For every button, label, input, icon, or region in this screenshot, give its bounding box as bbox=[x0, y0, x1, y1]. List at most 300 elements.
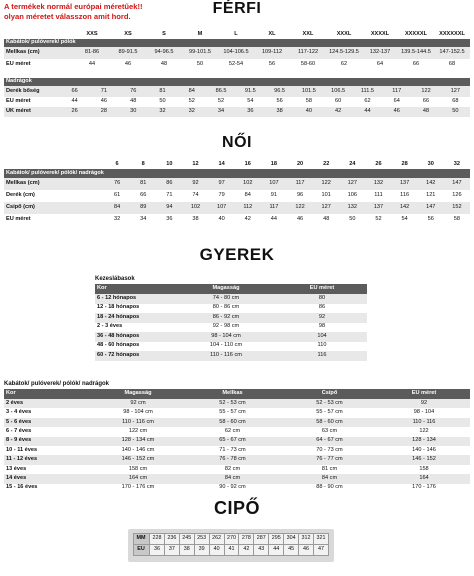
shoe-eu-cell: 46 bbox=[299, 545, 314, 556]
table-cell: 52 bbox=[365, 214, 391, 226]
noi-size-label: 8 bbox=[130, 160, 156, 169]
table-cell: 52 - 53 cm bbox=[184, 399, 281, 408]
row-label: Mellkas (cm) bbox=[4, 178, 104, 190]
table-cell: 58 - 60 cm bbox=[281, 418, 378, 427]
table-cell: 48 bbox=[119, 97, 148, 107]
table-cell: 158 bbox=[378, 465, 470, 474]
table-cell: 44 bbox=[74, 59, 110, 71]
table-cell: 128 - 134 cm bbox=[92, 437, 184, 446]
table-cell: 62 cm bbox=[184, 427, 281, 436]
table-cell: 66 bbox=[130, 190, 156, 202]
table-cell: 84 cm bbox=[184, 474, 281, 483]
row-label: EU méret bbox=[4, 214, 104, 226]
table-cell: 76 bbox=[104, 178, 130, 190]
table-cell: 56 bbox=[418, 214, 444, 226]
table-cell: 66 bbox=[60, 86, 89, 97]
table-cell: 42 bbox=[324, 107, 353, 117]
table-cell: 106.5 bbox=[324, 86, 353, 97]
shoe-mm-cell: 278 bbox=[239, 534, 254, 545]
table-cell: 86 - 92 cm bbox=[175, 313, 277, 323]
table-cell: 46 bbox=[287, 214, 313, 226]
table-cell: 58 - 60 cm bbox=[184, 418, 281, 427]
table-cell: 94 bbox=[156, 202, 182, 214]
table-cell: 84 bbox=[104, 202, 130, 214]
table-cell: 164 cm bbox=[92, 474, 184, 483]
table-cell: 44 bbox=[353, 107, 382, 117]
noi-row-waist bbox=[4, 190, 470, 202]
table-row bbox=[4, 446, 470, 455]
table-cell: 99-101.5 bbox=[182, 47, 218, 59]
table-cell: 102 bbox=[235, 178, 261, 190]
table-cell: 132 bbox=[339, 202, 365, 214]
ferfi-title: FÉRFI bbox=[212, 0, 262, 17]
table-cell: 98 - 104 bbox=[378, 408, 470, 417]
table-cell: 40 bbox=[209, 214, 235, 226]
table-row bbox=[4, 418, 470, 427]
table-cell: 132 bbox=[365, 178, 391, 190]
shoe-mm-cell: 287 bbox=[254, 534, 269, 545]
table-cell: 117 bbox=[287, 178, 313, 190]
shoe-mm-cell: 262 bbox=[209, 534, 224, 545]
table-cell: 111 bbox=[365, 190, 391, 202]
shoe-eu-cell: 38 bbox=[179, 545, 194, 556]
table-row bbox=[4, 399, 470, 408]
table-cell: 62 bbox=[326, 59, 362, 71]
baby-header-row bbox=[95, 284, 367, 294]
ferfi-pants-header bbox=[4, 78, 470, 86]
shoe-mm-cell: 304 bbox=[284, 534, 299, 545]
table-cell: 40 bbox=[294, 107, 323, 117]
table-cell: 86.5 bbox=[206, 86, 235, 97]
table-cell: 81 bbox=[148, 86, 177, 97]
column-header: Kor bbox=[95, 284, 175, 294]
table-cell: 152 bbox=[444, 202, 470, 214]
table-cell: 107 bbox=[209, 202, 235, 214]
shoe-eu-cell: 40 bbox=[209, 545, 224, 556]
noi-size-label: 18 bbox=[261, 160, 287, 169]
shoe-eu-cell: 44 bbox=[269, 545, 284, 556]
table-cell: 44 bbox=[261, 214, 287, 226]
table-cell: 82 cm bbox=[184, 465, 281, 474]
table-cell: 142 bbox=[392, 202, 418, 214]
shoe-eu-label: EU bbox=[134, 545, 150, 556]
table-cell: 36 bbox=[156, 214, 182, 226]
table-cell: 124.5-129.5 bbox=[326, 47, 362, 59]
ferfi-size-label: S bbox=[146, 31, 182, 39]
table-cell: 66 bbox=[398, 59, 434, 71]
table-cell: 42 bbox=[235, 214, 261, 226]
table-cell: 28 bbox=[89, 107, 118, 117]
table-cell: 90 - 92 cm bbox=[184, 484, 281, 493]
ferfi-pants-eu-row bbox=[4, 97, 470, 107]
table-cell: 98 bbox=[277, 323, 367, 333]
table-cell: 65 - 67 cm bbox=[184, 437, 281, 446]
table-cell: 6 - 7 éves bbox=[4, 427, 92, 436]
table-cell: 26 bbox=[60, 107, 89, 117]
table-cell: 2 éves bbox=[4, 399, 92, 408]
table-row bbox=[95, 332, 367, 342]
table-cell: 104 bbox=[277, 332, 367, 342]
table-cell: 50 bbox=[339, 214, 365, 226]
noi-header-label: Kabátok/ pulóverek/ pólók/ nadrágok bbox=[4, 169, 470, 178]
table-cell: 55 - 57 cm bbox=[281, 408, 378, 417]
table-cell: 60 - 72 hónapos bbox=[95, 351, 175, 361]
ferfi-size-label: L bbox=[218, 31, 254, 39]
noi-row-hip bbox=[4, 202, 470, 214]
table-cell: 34 bbox=[206, 107, 235, 117]
shoe-mm-cell: 245 bbox=[179, 534, 194, 545]
table-cell: 81 cm bbox=[281, 465, 378, 474]
table-cell: 91.5 bbox=[236, 86, 265, 97]
column-header: Csípő bbox=[281, 389, 378, 399]
noi-size-label: 26 bbox=[365, 160, 391, 169]
ferfi-pants-waist-row bbox=[4, 86, 470, 97]
table-cell: 15 - 16 éves bbox=[4, 484, 92, 493]
table-cell: 64 bbox=[362, 59, 398, 71]
table-cell: 58 bbox=[444, 214, 470, 226]
shoe-eu-cell: 36 bbox=[150, 545, 165, 556]
table-cell: 122 bbox=[378, 427, 470, 436]
table-cell: 109-112 bbox=[254, 47, 290, 59]
table-cell: 12 - 18 hónapos bbox=[95, 304, 175, 314]
shoe-eu-cell: 45 bbox=[284, 545, 299, 556]
table-cell: 137 bbox=[392, 178, 418, 190]
shoe-size-table bbox=[133, 533, 329, 556]
row-label: Csípő (cm) bbox=[4, 202, 104, 214]
table-cell: 8 - 9 éves bbox=[4, 437, 92, 446]
table-cell: 146 - 152 bbox=[378, 455, 470, 464]
ferfi-size-corner bbox=[4, 31, 74, 39]
table-cell: 81 bbox=[130, 178, 156, 190]
ferfi-tops-table bbox=[4, 31, 470, 71]
table-cell: 92 bbox=[378, 399, 470, 408]
table-cell: 68 bbox=[441, 97, 470, 107]
table-cell: 84 cm bbox=[281, 474, 378, 483]
noi-size-label: 22 bbox=[313, 160, 339, 169]
table-cell: 101 bbox=[313, 190, 339, 202]
table-cell: 14 éves bbox=[4, 474, 92, 483]
shoe-size-panel bbox=[128, 529, 334, 562]
column-header: Magasság bbox=[92, 389, 184, 399]
table-cell: 96 bbox=[287, 190, 313, 202]
column-header: EU méret bbox=[378, 389, 470, 399]
ferfi-size-label: XXL bbox=[290, 31, 326, 39]
table-cell: 104 - 110 cm bbox=[175, 342, 277, 352]
noi-row-eu bbox=[4, 214, 470, 226]
table-cell: 127 bbox=[441, 86, 470, 97]
table-cell: 112 bbox=[235, 202, 261, 214]
table-cell: 140 - 146 bbox=[378, 446, 470, 455]
noi-size-label: 12 bbox=[182, 160, 208, 169]
table-cell: 126 bbox=[444, 190, 470, 202]
noi-header bbox=[4, 169, 470, 178]
shoe-mm-row bbox=[134, 534, 329, 545]
table-cell: 107 bbox=[261, 178, 287, 190]
table-cell: 92 bbox=[182, 178, 208, 190]
shoe-mm-label: MM bbox=[134, 534, 150, 545]
table-cell: 122 bbox=[287, 202, 313, 214]
shoe-eu-cell: 39 bbox=[194, 545, 209, 556]
row-label: Derék bőség bbox=[4, 86, 60, 97]
ferfi-size-label: XXS bbox=[74, 31, 110, 39]
ferfi-size-label: XXXL bbox=[326, 31, 362, 39]
ferfi-tops-header bbox=[4, 39, 470, 47]
table-cell: 170 - 176 bbox=[378, 484, 470, 493]
table-cell: 110 - 116 cm bbox=[92, 418, 184, 427]
table-cell: 64 - 67 cm bbox=[281, 437, 378, 446]
shoe-eu-cell: 47 bbox=[313, 545, 328, 556]
table-cell: 44 bbox=[60, 97, 89, 107]
table-cell: 98 - 104 cm bbox=[92, 408, 184, 417]
row-label: Mellkas (cm) bbox=[4, 47, 74, 59]
table-cell: 104-106.5 bbox=[218, 47, 254, 59]
table-cell: 48 - 60 hónapos bbox=[95, 342, 175, 352]
table-cell: 122 bbox=[411, 86, 440, 97]
ferfi-size-label: M bbox=[182, 31, 218, 39]
table-cell: 32 bbox=[177, 107, 206, 117]
table-cell: 46 bbox=[382, 107, 411, 117]
noi-size-label: 28 bbox=[392, 160, 418, 169]
noi-size-label: 14 bbox=[209, 160, 235, 169]
table-cell: 56 bbox=[265, 97, 294, 107]
cipo-title: CIPŐ bbox=[213, 498, 260, 518]
table-cell: 140 - 146 cm bbox=[92, 446, 184, 455]
noi-size-label: 32 bbox=[444, 160, 470, 169]
table-cell: 64 bbox=[382, 97, 411, 107]
table-cell: 116 bbox=[277, 351, 367, 361]
table-cell: 170 - 176 cm bbox=[92, 484, 184, 493]
table-cell: 68 bbox=[434, 59, 470, 71]
table-cell: 38 bbox=[182, 214, 208, 226]
shoe-mm-cell: 253 bbox=[194, 534, 209, 545]
table-cell: 50 bbox=[182, 59, 218, 71]
ferfi-size-row bbox=[4, 31, 470, 39]
ferfi-size-label: XXXXL bbox=[362, 31, 398, 39]
table-cell: 13 éves bbox=[4, 465, 92, 474]
table-cell: 127 bbox=[339, 178, 365, 190]
table-cell: 52 - 53 cm bbox=[281, 399, 378, 408]
table-row bbox=[4, 474, 470, 483]
table-cell: 76 - 78 cm bbox=[184, 455, 281, 464]
noi-size-corner bbox=[4, 160, 104, 169]
noi-size-label: 16 bbox=[235, 160, 261, 169]
table-cell: 48 bbox=[411, 107, 440, 117]
table-cell: 54 bbox=[236, 97, 265, 107]
ferfi-row-eu bbox=[4, 59, 470, 71]
ferfi-tops-header-label: Kabátok/ pulóverek/ pólók bbox=[4, 39, 470, 47]
noi-size-label: 30 bbox=[418, 160, 444, 169]
table-cell: 74 bbox=[182, 190, 208, 202]
table-cell: 36 bbox=[236, 107, 265, 117]
table-cell: 34 bbox=[130, 214, 156, 226]
baby-table bbox=[95, 284, 367, 361]
table-cell: 32 bbox=[104, 214, 130, 226]
column-header: EU méret bbox=[277, 284, 367, 294]
table-cell: 80 - 86 cm bbox=[175, 304, 277, 314]
kids-header-row bbox=[4, 389, 470, 399]
table-cell: 117 bbox=[261, 202, 287, 214]
table-cell: 52 bbox=[206, 97, 235, 107]
shoe-eu-cell: 37 bbox=[164, 545, 179, 556]
table-cell: 146 - 152 cm bbox=[92, 455, 184, 464]
table-cell: 2 - 3 éves bbox=[95, 323, 175, 333]
table-cell: 86 bbox=[156, 178, 182, 190]
table-cell: 6 - 12 hónapos bbox=[95, 294, 175, 304]
table-cell: 102 bbox=[182, 202, 208, 214]
table-cell: 55 - 57 cm bbox=[184, 408, 281, 417]
table-cell: 76 - 77 cm bbox=[281, 455, 378, 464]
table-cell: 122 cm bbox=[92, 427, 184, 436]
table-cell: 5 - 6 éves bbox=[4, 418, 92, 427]
table-cell: 110 - 116 cm bbox=[175, 351, 277, 361]
shoe-eu-cell: 43 bbox=[254, 545, 269, 556]
table-cell: 74 - 80 cm bbox=[175, 294, 277, 304]
table-cell: 127 bbox=[313, 202, 339, 214]
table-cell: 54 bbox=[392, 214, 418, 226]
table-cell: 132-137 bbox=[362, 47, 398, 59]
noi-size-label: 6 bbox=[104, 160, 130, 169]
shoe-mm-cell: 312 bbox=[299, 534, 314, 545]
table-cell: 32 bbox=[148, 107, 177, 117]
table-cell: 70 - 73 cm bbox=[281, 446, 378, 455]
table-cell: 71 bbox=[156, 190, 182, 202]
table-row bbox=[4, 465, 470, 474]
table-cell: 137 bbox=[365, 202, 391, 214]
table-row bbox=[4, 455, 470, 464]
table-cell: 63 cm bbox=[281, 427, 378, 436]
table-cell: 116 bbox=[392, 190, 418, 202]
gyerek-title: GYEREK bbox=[199, 245, 275, 264]
table-cell: 147 bbox=[444, 178, 470, 190]
table-cell: 56 bbox=[254, 59, 290, 71]
table-cell: 147-152.5 bbox=[434, 47, 470, 59]
table-cell: 96.5 bbox=[265, 86, 294, 97]
table-cell: 92 bbox=[277, 313, 367, 323]
table-cell: 36 - 48 hónapos bbox=[95, 332, 175, 342]
table-cell: 158 cm bbox=[92, 465, 184, 474]
table-cell: 71 bbox=[89, 86, 118, 97]
table-row bbox=[4, 408, 470, 417]
shoe-eu-row bbox=[134, 545, 329, 556]
warning-line-2: olyan méretet válasszon amit hord. bbox=[4, 11, 131, 21]
table-cell: 164 bbox=[378, 474, 470, 483]
table-cell: 111.5 bbox=[353, 86, 382, 97]
table-cell: 88 - 90 cm bbox=[281, 484, 378, 493]
column-header: Kor bbox=[4, 389, 92, 399]
table-cell: 139.5-144.5 bbox=[398, 47, 434, 59]
row-label: Derék (cm) bbox=[4, 190, 104, 202]
column-header: Magasság bbox=[175, 284, 277, 294]
table-cell: 46 bbox=[89, 97, 118, 107]
table-cell: 117 bbox=[382, 86, 411, 97]
table-row bbox=[4, 484, 470, 493]
table-cell: 92 - 98 cm bbox=[175, 323, 277, 333]
table-cell: 58 bbox=[294, 97, 323, 107]
table-cell: 128 - 134 bbox=[378, 437, 470, 446]
table-cell: 101.5 bbox=[294, 86, 323, 97]
ferfi-size-label: XS bbox=[110, 31, 146, 39]
table-row bbox=[4, 437, 470, 446]
table-cell: 98 - 104 cm bbox=[175, 332, 277, 342]
table-cell: 86 bbox=[277, 304, 367, 314]
ferfi-size-label: XL bbox=[254, 31, 290, 39]
table-cell: 147 bbox=[418, 202, 444, 214]
table-cell: 18 - 24 hónapos bbox=[95, 313, 175, 323]
table-cell: 117-122 bbox=[290, 47, 326, 59]
table-cell: 62 bbox=[353, 97, 382, 107]
table-cell: 52 bbox=[177, 97, 206, 107]
table-cell: 84 bbox=[235, 190, 261, 202]
table-cell: 76 bbox=[119, 86, 148, 97]
table-cell: 38 bbox=[265, 107, 294, 117]
table-cell: 50 bbox=[148, 97, 177, 107]
shoe-mm-cell: 236 bbox=[164, 534, 179, 545]
ferfi-pants-table bbox=[4, 78, 470, 117]
table-row bbox=[95, 304, 367, 314]
table-row bbox=[95, 323, 367, 333]
ferfi-size-label: XXXXXXL bbox=[434, 31, 470, 39]
table-cell: 81-86 bbox=[74, 47, 110, 59]
table-cell: 52-54 bbox=[218, 59, 254, 71]
table-cell: 61 bbox=[104, 190, 130, 202]
table-cell: 50 bbox=[441, 107, 470, 117]
table-cell: 121 bbox=[418, 190, 444, 202]
table-cell: 89 bbox=[130, 202, 156, 214]
kids-table-title: Kabátok/ pulóverek/ pólók/ nadrágok bbox=[4, 381, 110, 387]
table-row bbox=[95, 294, 367, 304]
table-cell: 110 bbox=[277, 342, 367, 352]
table-cell: 122 bbox=[313, 178, 339, 190]
table-cell: 10 - 11 éves bbox=[4, 446, 92, 455]
shoe-mm-cell: 270 bbox=[224, 534, 239, 545]
row-label: EU méret bbox=[4, 59, 74, 71]
table-cell: 58-60 bbox=[290, 59, 326, 71]
table-cell: 91 bbox=[261, 190, 287, 202]
shoe-mm-cell: 295 bbox=[269, 534, 284, 545]
table-cell: 48 bbox=[146, 59, 182, 71]
noi-size-label: 20 bbox=[287, 160, 313, 169]
table-cell: 89-91.5 bbox=[110, 47, 146, 59]
noi-title: NŐI bbox=[222, 134, 252, 151]
table-cell: 66 bbox=[411, 97, 440, 107]
table-cell: 46 bbox=[110, 59, 146, 71]
column-header: Mellkas bbox=[184, 389, 281, 399]
table-cell: 79 bbox=[209, 190, 235, 202]
table-cell: 92 cm bbox=[92, 399, 184, 408]
ferfi-pants-header-label: Nadrágok bbox=[4, 78, 470, 86]
table-row bbox=[4, 427, 470, 436]
table-cell: 60 bbox=[324, 97, 353, 107]
table-cell: 30 bbox=[119, 107, 148, 117]
table-cell: 80 bbox=[277, 294, 367, 304]
noi-row-chest bbox=[4, 178, 470, 190]
shoe-eu-cell: 42 bbox=[239, 545, 254, 556]
shoe-mm-cell: 228 bbox=[150, 534, 165, 545]
table-row bbox=[95, 313, 367, 323]
baby-table-title: Kezeslábasok bbox=[95, 276, 135, 282]
shoe-eu-cell: 41 bbox=[224, 545, 239, 556]
table-cell: 11 - 12 éves bbox=[4, 455, 92, 464]
table-cell: 84 bbox=[177, 86, 206, 97]
ferfi-pants-uk-row bbox=[4, 107, 470, 117]
shoe-mm-cell: 321 bbox=[313, 534, 328, 545]
table-cell: 106 bbox=[339, 190, 365, 202]
kids-table bbox=[4, 389, 470, 493]
row-label: EU méret bbox=[4, 97, 60, 107]
table-cell: 142 bbox=[418, 178, 444, 190]
ferfi-row-chest bbox=[4, 47, 470, 59]
ferfi-size-label: XXXXXL bbox=[398, 31, 434, 39]
